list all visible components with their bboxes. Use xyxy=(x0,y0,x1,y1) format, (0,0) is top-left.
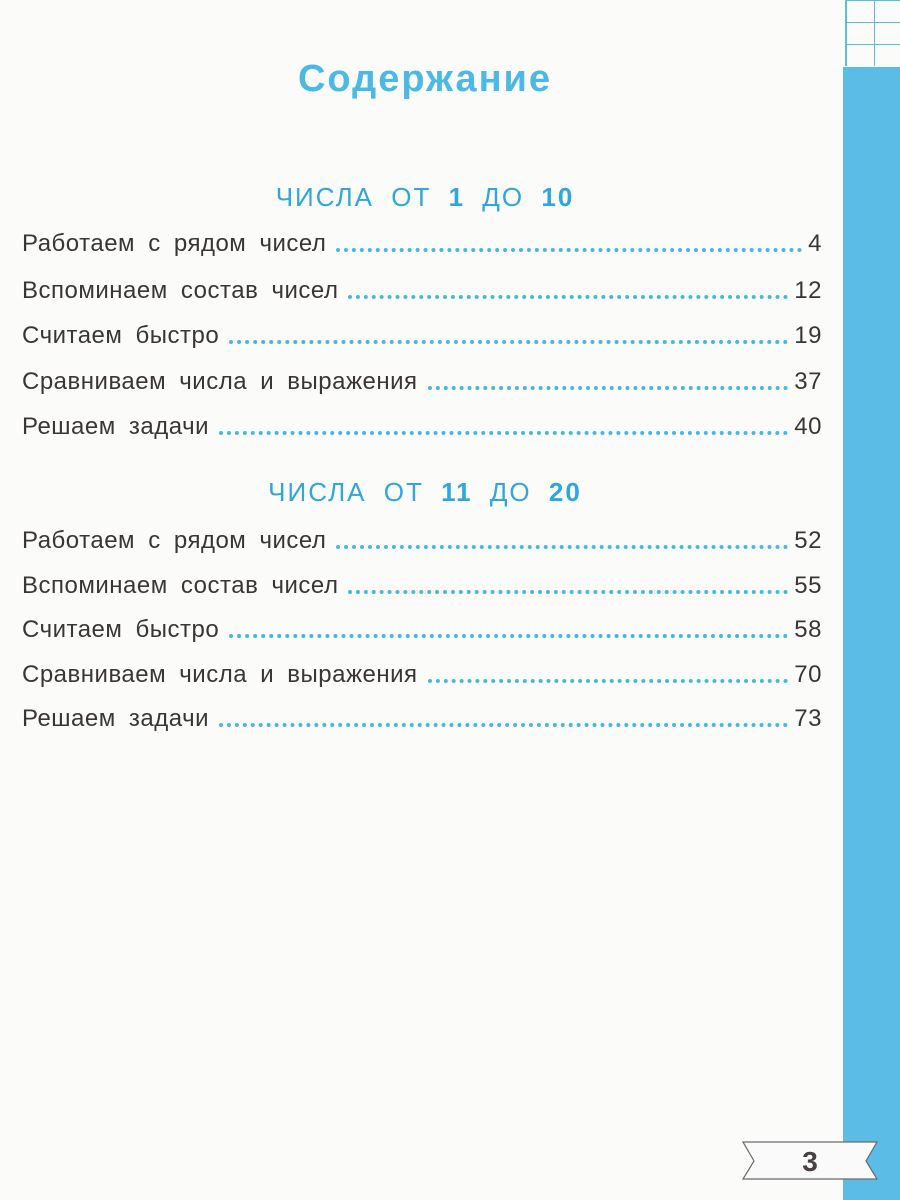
toc-entry-page: 70 xyxy=(794,661,822,688)
leader-dots xyxy=(219,723,788,727)
toc-entry[interactable] xyxy=(22,659,822,689)
toc-entry-label: Считаем быстро xyxy=(22,616,220,643)
toc-entry-page: 4 xyxy=(808,230,822,257)
toc-entry-label: Работаем с рядом чисел xyxy=(22,527,327,554)
leader-dots xyxy=(348,295,788,299)
leader-dots xyxy=(229,340,788,344)
toc-entry[interactable] xyxy=(22,703,822,733)
toc-entry-page: 19 xyxy=(794,322,822,349)
toc-entry[interactable] xyxy=(22,228,822,258)
leader-dots xyxy=(336,545,788,549)
toc-entry[interactable] xyxy=(22,525,822,555)
leader-dots xyxy=(219,431,788,435)
toc-entry-page: 40 xyxy=(794,413,822,440)
page-title: Содержание xyxy=(297,58,553,100)
toc-entry-page: 37 xyxy=(794,368,822,395)
leader-dots xyxy=(229,634,788,638)
section-heading-11-20: ЧИСЛА ОТ 11 ДО 20 xyxy=(268,477,582,507)
toc-entry[interactable] xyxy=(22,320,822,350)
toc-entry-label: Сравниваем числа и выражения xyxy=(22,368,418,395)
toc-entry-label: Считаем быстро xyxy=(22,322,220,349)
toc-entry-label: Работаем с рядом чисел xyxy=(22,230,327,257)
toc-entry-page: 55 xyxy=(794,572,822,599)
toc-entry-label: Вспоминаем состав чисел xyxy=(22,572,339,599)
toc-entry-page: 73 xyxy=(794,705,822,732)
toc-entry-label: Сравниваем числа и выражения xyxy=(22,661,418,688)
toc-entry[interactable] xyxy=(22,275,822,305)
toc-entry[interactable] xyxy=(22,366,822,396)
leader-dots xyxy=(428,679,789,683)
grid-decoration xyxy=(845,0,900,66)
toc-entry[interactable] xyxy=(22,614,822,644)
toc-entry-label: Решаем задачи xyxy=(22,705,210,732)
toc-entry-page: 58 xyxy=(794,616,822,643)
toc-entry-page: 12 xyxy=(794,277,822,304)
side-strip xyxy=(843,67,900,1200)
toc-entry-label: Вспоминаем состав чисел xyxy=(22,277,339,304)
leader-dots xyxy=(348,590,788,594)
section-heading-1-10: ЧИСЛА ОТ 1 ДО 10 xyxy=(275,182,575,212)
leader-dots xyxy=(336,248,802,252)
toc-entry-label: Решаем задачи xyxy=(22,413,210,440)
page-number: 3 xyxy=(802,1146,818,1177)
toc-entry-page: 52 xyxy=(794,527,822,554)
leader-dots xyxy=(428,386,789,390)
page-number-ribbon xyxy=(742,1141,878,1180)
toc-entry[interactable] xyxy=(22,411,822,441)
toc-entry[interactable] xyxy=(22,570,822,600)
